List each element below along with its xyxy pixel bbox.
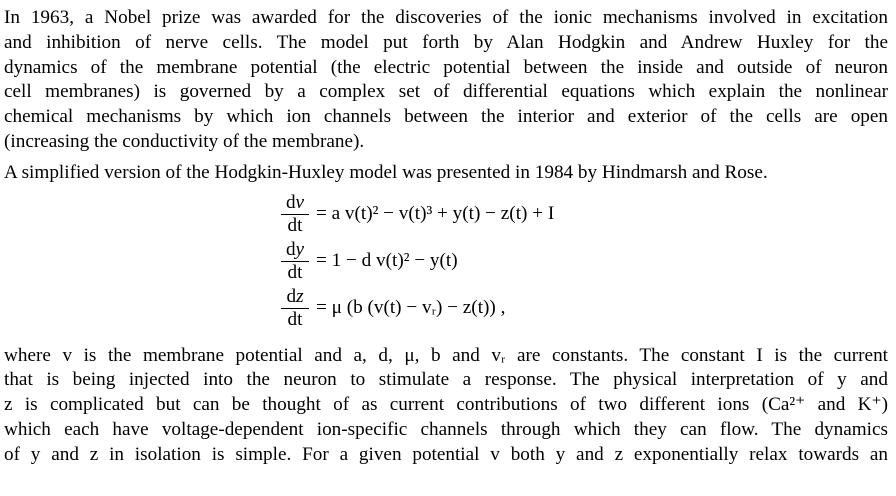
text-line: (increasing the conductivity of the membrane). xyxy=(4,130,365,152)
paragraph-intro xyxy=(4,6,888,155)
text-line: A simplified version of the Hodgkin-Huxley model was presented in 1984 by Hindmarsh and Rose. xyxy=(4,161,768,183)
text-line: which each have voltage-dependent ion-specific channels through which they can flow. The dynamics xyxy=(4,418,888,440)
equation-rhs: = a v(t)² − v(t)³ + y(t) − z(t) + I xyxy=(316,203,555,225)
fraction-denominator: dt xyxy=(287,308,303,330)
text-line: cell membranes) is governed by a complex set of differential equations which explain the nonlinear xyxy=(4,81,888,103)
text-line: where v is the membrane potential and a, d, μ, b and vᵣ are constants. The constant I is the current xyxy=(4,344,888,366)
document-page xyxy=(4,6,888,468)
fraction-variable: y xyxy=(295,238,305,260)
fraction-variable: z xyxy=(296,285,304,307)
fraction xyxy=(280,286,310,331)
equation-dv-dt xyxy=(280,192,554,237)
equation-dz-dt xyxy=(280,286,505,331)
equation-dy-dt xyxy=(280,239,458,284)
fraction-variable: v xyxy=(295,191,305,213)
text-line: dynamics of the membrane potential (the electric potential between the inside and outside of neuron xyxy=(4,56,888,78)
fraction-d: d xyxy=(285,238,296,260)
paragraph-variables xyxy=(4,344,888,468)
fraction xyxy=(280,192,310,237)
fraction-denominator: dt xyxy=(287,214,303,236)
paragraph-simplified-model xyxy=(4,161,888,186)
equation-rhs: = μ (b (v(t) − vᵣ) − z(t)) , xyxy=(316,297,506,319)
fraction-d: d xyxy=(285,191,296,213)
fraction-d: d xyxy=(286,285,297,307)
text-line: and inhibition of nerve cells. The model put forth by Alan Hodgkin and Andrew Huxley for the xyxy=(4,31,888,53)
equation-block xyxy=(4,190,888,334)
equation-rhs: = 1 − d v(t)² − y(t) xyxy=(316,250,458,272)
text-line: In 1963, a Nobel prize was awarded for the discoveries of the ionic mechanisms involved in excitation xyxy=(4,7,888,28)
text-line: z is complicated but can be thought of as current contributions of two different ions (Ca²⁺ and K⁺) xyxy=(4,394,888,416)
fraction-denominator: dt xyxy=(287,261,303,283)
fraction xyxy=(280,239,310,284)
text-line: of y and z in isolation is simple. For a given potential v both y and z exponentially relax towards an xyxy=(4,443,888,465)
text-line: that is being injected into the neuron to stimulate a response. The physical interpretation of y and xyxy=(4,369,888,391)
text-line: chemical mechanisms by which ion channels between the interior and exterior of the cells are open xyxy=(4,106,888,128)
